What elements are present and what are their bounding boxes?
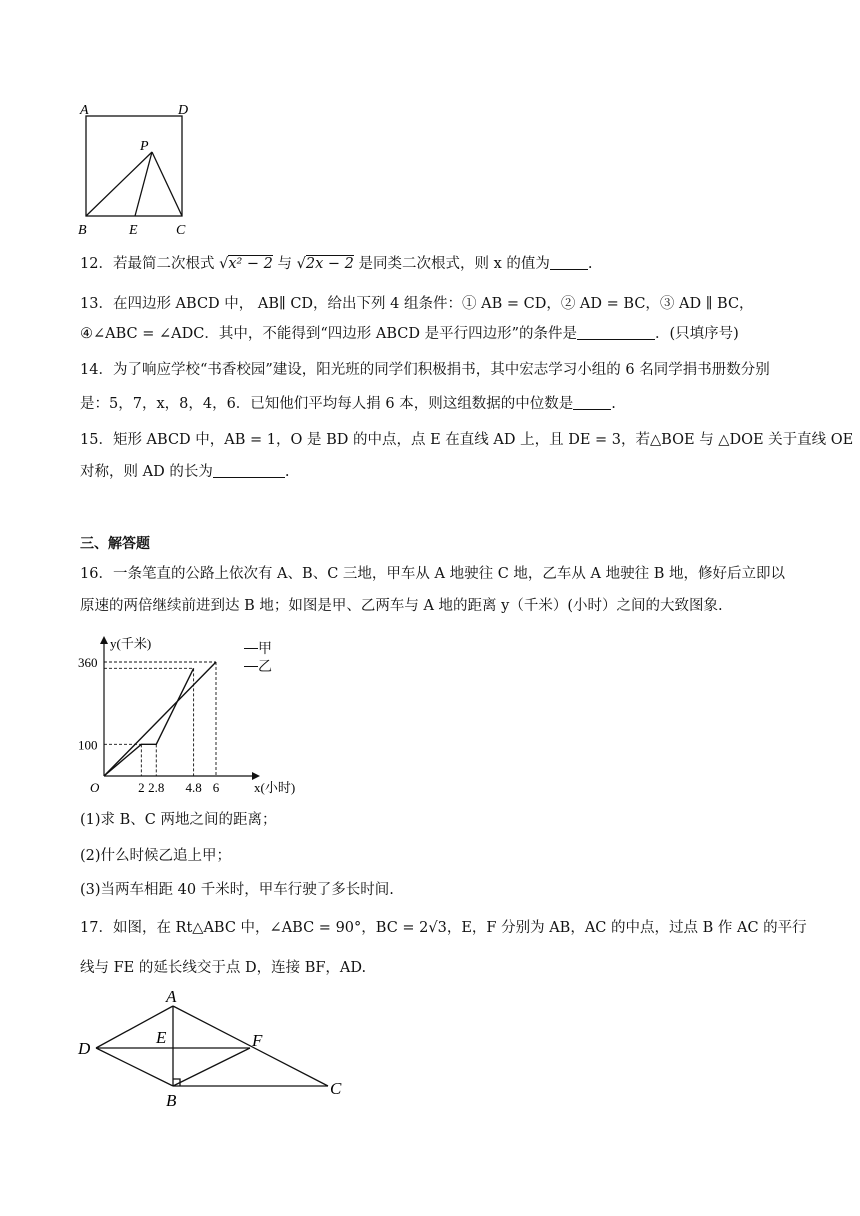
question-16-sub-1: (1)求 B、C 两地之间的距离；	[80, 812, 277, 828]
radical-1: √x² − 2	[219, 256, 273, 272]
x-tick-label: 4.8	[185, 780, 202, 795]
question-15-line-1: 15．矩形 ABCD 中，AB = 1，O 是 BD 的中点，点 E 在直线 AD 上，且 DE = 3，若△BOE 与 △DOE 关于直线 OE	[80, 432, 854, 448]
chart-legend	[244, 640, 272, 676]
triangle-figure	[76, 988, 356, 1110]
label-b: B	[166, 1091, 177, 1110]
question-16-line-2: 原速的两倍继续前进到达 B 地；如图是甲、乙两车与 A 地的距离 y（千米）(小时）之间的大致图象.	[80, 598, 723, 614]
question-14-line-1: 14．为了响应学校“书香校园”建设，阳光班的同学们积极捐书，其中宏志学习小组的 6 名同学捐书册数分别	[80, 362, 770, 378]
label-d: D	[78, 1039, 91, 1058]
label-e: E	[129, 223, 138, 238]
answer-blank	[577, 325, 655, 340]
segment-pc	[152, 152, 182, 216]
x-tick-label: 2	[138, 780, 145, 795]
segment-bf	[173, 1048, 250, 1086]
x-tick-label: 6	[212, 780, 220, 795]
y-axis-arrow	[100, 636, 108, 644]
question-15-line-2: 对称，则 AD 的长为 .	[80, 464, 290, 480]
legend-item-yi: 乙	[244, 658, 272, 676]
x-axis-label: x(小时)	[254, 780, 296, 795]
label-a: A	[166, 988, 177, 1006]
q12-text-b: 与	[277, 256, 293, 272]
q12-text-a: 若最简二次根式	[112, 256, 215, 272]
answer-blank	[573, 395, 611, 410]
label-a: A	[80, 103, 89, 118]
square-figure	[78, 102, 198, 240]
question-17-line-2: 线与 FE 的延长线交于点 D，连接 BF，AD.	[80, 960, 367, 976]
q12-number: 12．	[80, 256, 113, 272]
radical-2: √2x − 2	[296, 256, 354, 272]
question-13-line-1: 13．在四边形 ABCD 中， AB∥ CD，给出下列 4 组条件：① AB = CD，② AD = BC，③ AD ∥ BC，	[80, 296, 754, 312]
question-13-line-2: ④∠ABC = ∠ADC．其中，不能得到“四边形 ABCD 是平行四边形”的条件是 ．(只填序号)	[80, 326, 739, 342]
label-c: C	[330, 1079, 342, 1098]
label-p: P	[140, 139, 149, 154]
label-f: F	[252, 1031, 263, 1050]
question-14-line-2: 是：5，7，x，8，4，6．已知他们平均每人捐 6 本，则这组数据的中位数是 .	[80, 396, 616, 412]
label-b: B	[78, 223, 87, 238]
x-tick-label: 2.8	[148, 780, 165, 795]
question-16-sub-3: (3)当两车相距 40 千米时，甲车行驶了多长时间.	[80, 882, 394, 898]
question-12: 12．若最简二次根式 √x² − 2 与 √2x − 2 是同类二次根式，则 x 的值为 .	[80, 256, 593, 272]
q12-text-c: 是同类二次根式，则 x 的值为	[358, 256, 550, 272]
section-title: 三、解答题	[80, 536, 150, 552]
segment-db	[96, 1048, 173, 1086]
y-tick-label: 360	[78, 655, 98, 670]
segment-pe	[135, 152, 152, 216]
y-tick-label: 100	[78, 737, 98, 753]
label-d: D	[178, 103, 189, 118]
question-16-line-1: 16．一条笔直的公路上依次有 A、B、C 三地，甲车从 A 地驶往 C 地，乙车从 A 地驶往 B 地，修好后立即以	[80, 566, 785, 582]
label-e: E	[156, 1028, 167, 1047]
series-line-0	[104, 662, 216, 776]
x-axis-arrow	[252, 772, 260, 780]
origin-label: O	[90, 780, 100, 795]
label-c: C	[176, 223, 186, 238]
answer-blank	[213, 463, 285, 478]
y-axis-label: y(千米)	[110, 636, 152, 651]
series-line-1	[104, 668, 194, 776]
segment-bp	[86, 152, 152, 216]
legend-item-jia: 甲	[244, 640, 272, 658]
question-17-line-1: 17．如图，在 Rt△ABC 中，∠ABC = 90°，BC = 2√3，E，F 分别为 AB，AC 的中点，过点 B 作 AC 的平行	[80, 920, 807, 936]
square-outline	[86, 116, 182, 216]
question-16-sub-2: (2)什么时候乙追上甲；	[80, 848, 232, 864]
answer-blank	[550, 255, 588, 270]
